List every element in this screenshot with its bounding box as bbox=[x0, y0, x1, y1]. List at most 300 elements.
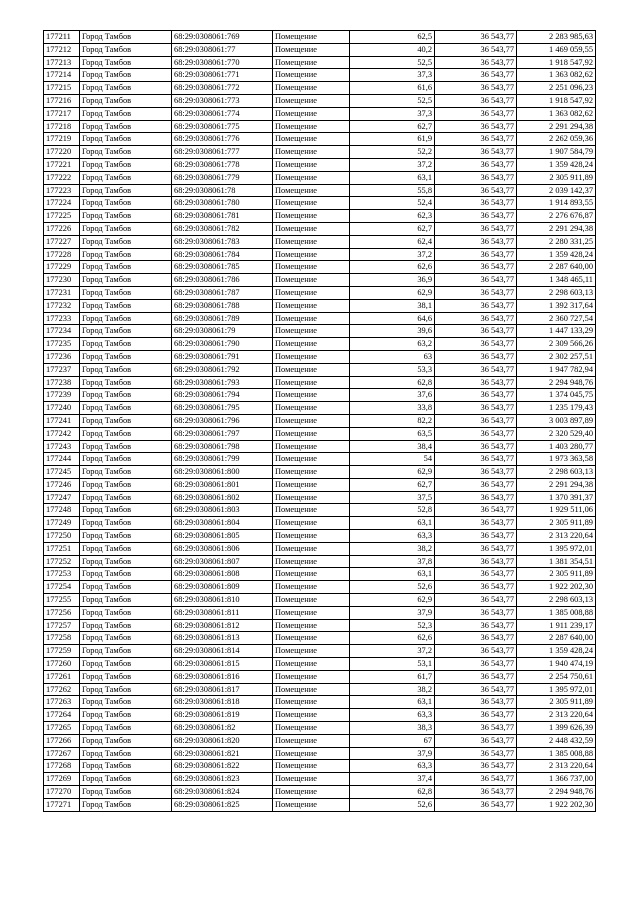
cell-unit-price: 36 543,77 bbox=[435, 146, 517, 159]
table-row bbox=[44, 120, 596, 133]
table-row bbox=[44, 747, 596, 760]
cell-object-type: Помещение bbox=[273, 645, 350, 658]
table-row bbox=[44, 491, 596, 504]
table-row bbox=[44, 299, 596, 312]
cell-city: Город Тамбов bbox=[80, 491, 172, 504]
cell-unit-price: 36 543,77 bbox=[435, 786, 517, 799]
cell-city: Город Тамбов bbox=[80, 31, 172, 44]
cell-id: 177261 bbox=[44, 670, 80, 683]
cell-object-type: Помещение bbox=[273, 414, 350, 427]
cell-city: Город Тамбов bbox=[80, 542, 172, 555]
cell-cadastral-value: 1 363 082,62 bbox=[517, 69, 596, 82]
cell-unit-price: 36 543,77 bbox=[435, 478, 517, 491]
cell-area: 33,8 bbox=[350, 402, 435, 415]
cell-cadastral-number: 68:29:0308061:781 bbox=[172, 210, 273, 223]
table-row bbox=[44, 56, 596, 69]
cell-id: 177219 bbox=[44, 133, 80, 146]
cell-object-type: Помещение bbox=[273, 312, 350, 325]
cell-cadastral-value: 1 918 547,92 bbox=[517, 56, 596, 69]
cell-area: 37,9 bbox=[350, 606, 435, 619]
cell-id: 177244 bbox=[44, 453, 80, 466]
cell-area: 62,7 bbox=[350, 478, 435, 491]
cell-id: 177264 bbox=[44, 709, 80, 722]
cell-object-type: Помещение bbox=[273, 453, 350, 466]
cell-city: Город Тамбов bbox=[80, 466, 172, 479]
cell-cadastral-value: 2 254 750,61 bbox=[517, 670, 596, 683]
cell-area: 63,3 bbox=[350, 530, 435, 543]
cell-unit-price: 36 543,77 bbox=[435, 312, 517, 325]
cell-city: Город Тамбов bbox=[80, 248, 172, 261]
cell-cadastral-number: 68:29:0308061:825 bbox=[172, 798, 273, 811]
cell-id: 177218 bbox=[44, 120, 80, 133]
cell-unit-price: 36 543,77 bbox=[435, 43, 517, 56]
cell-unit-price: 36 543,77 bbox=[435, 402, 517, 415]
cell-cadastral-value: 2 360 727,54 bbox=[517, 312, 596, 325]
cell-area: 37,4 bbox=[350, 773, 435, 786]
cell-cadastral-value: 1 911 239,17 bbox=[517, 619, 596, 632]
cell-id: 177215 bbox=[44, 82, 80, 95]
cell-id: 177252 bbox=[44, 555, 80, 568]
cell-cadastral-number: 68:29:0308061:776 bbox=[172, 133, 273, 146]
cell-id: 177246 bbox=[44, 478, 80, 491]
table-row bbox=[44, 670, 596, 683]
table-row bbox=[44, 453, 596, 466]
cell-unit-price: 36 543,77 bbox=[435, 798, 517, 811]
cell-cadastral-value: 3 003 897,89 bbox=[517, 414, 596, 427]
cell-area: 62,9 bbox=[350, 286, 435, 299]
cell-id: 177259 bbox=[44, 645, 80, 658]
cell-city: Город Тамбов bbox=[80, 94, 172, 107]
cell-cadastral-value: 1 385 008,88 bbox=[517, 606, 596, 619]
cell-cadastral-value: 2 313 220,64 bbox=[517, 530, 596, 543]
cell-object-type: Помещение bbox=[273, 133, 350, 146]
cell-area: 62,8 bbox=[350, 786, 435, 799]
cell-cadastral-value: 2 294 948,76 bbox=[517, 376, 596, 389]
cell-id: 177234 bbox=[44, 325, 80, 338]
cell-city: Город Тамбов bbox=[80, 56, 172, 69]
cell-cadastral-number: 68:29:0308061:797 bbox=[172, 427, 273, 440]
cell-cadastral-value: 2 309 566,26 bbox=[517, 338, 596, 351]
cell-cadastral-number: 68:29:0308061:785 bbox=[172, 261, 273, 274]
cell-cadastral-number: 68:29:0308061:774 bbox=[172, 107, 273, 120]
table-row bbox=[44, 94, 596, 107]
cell-city: Город Тамбов bbox=[80, 581, 172, 594]
cell-id: 177270 bbox=[44, 786, 80, 799]
cell-unit-price: 36 543,77 bbox=[435, 722, 517, 735]
cell-unit-price: 36 543,77 bbox=[435, 491, 517, 504]
cell-city: Город Тамбов bbox=[80, 670, 172, 683]
cell-cadastral-value: 2 313 220,64 bbox=[517, 709, 596, 722]
cell-cadastral-number: 68:29:0308061:803 bbox=[172, 504, 273, 517]
cell-id: 177229 bbox=[44, 261, 80, 274]
table-row bbox=[44, 389, 596, 402]
cell-unit-price: 36 543,77 bbox=[435, 325, 517, 338]
cell-object-type: Помещение bbox=[273, 542, 350, 555]
cell-city: Город Тамбов bbox=[80, 363, 172, 376]
cell-city: Город Тамбов bbox=[80, 414, 172, 427]
cell-area: 62,7 bbox=[350, 120, 435, 133]
cell-cadastral-value: 2 280 331,25 bbox=[517, 235, 596, 248]
cell-unit-price: 36 543,77 bbox=[435, 645, 517, 658]
cell-id: 177251 bbox=[44, 542, 80, 555]
cell-area: 52,6 bbox=[350, 581, 435, 594]
table-row bbox=[44, 261, 596, 274]
cell-id: 177227 bbox=[44, 235, 80, 248]
cell-city: Город Тамбов bbox=[80, 760, 172, 773]
cell-object-type: Помещение bbox=[273, 350, 350, 363]
table-body bbox=[44, 31, 596, 812]
cell-unit-price: 36 543,77 bbox=[435, 389, 517, 402]
cell-city: Город Тамбов bbox=[80, 619, 172, 632]
cell-object-type: Помещение bbox=[273, 696, 350, 709]
cell-object-type: Помещение bbox=[273, 210, 350, 223]
cell-city: Город Тамбов bbox=[80, 798, 172, 811]
cell-cadastral-number: 68:29:0308061:822 bbox=[172, 760, 273, 773]
cell-area: 63,3 bbox=[350, 760, 435, 773]
cell-cadastral-number: 68:29:0308061:798 bbox=[172, 440, 273, 453]
cell-area: 38,2 bbox=[350, 542, 435, 555]
cell-cadastral-number: 68:29:0308061:799 bbox=[172, 453, 273, 466]
table-row bbox=[44, 210, 596, 223]
cell-unit-price: 36 543,77 bbox=[435, 696, 517, 709]
cell-cadastral-number: 68:29:0308061:79 bbox=[172, 325, 273, 338]
cell-id: 177235 bbox=[44, 338, 80, 351]
cell-cadastral-value: 2 298 603,13 bbox=[517, 466, 596, 479]
cell-city: Город Тамбов bbox=[80, 171, 172, 184]
table-row bbox=[44, 427, 596, 440]
cell-object-type: Помещение bbox=[273, 440, 350, 453]
cell-unit-price: 36 543,77 bbox=[435, 210, 517, 223]
cell-area: 62,8 bbox=[350, 376, 435, 389]
cell-id: 177260 bbox=[44, 658, 80, 671]
cell-id: 177240 bbox=[44, 402, 80, 415]
cell-city: Город Тамбов bbox=[80, 210, 172, 223]
cell-cadastral-value: 2 298 603,13 bbox=[517, 594, 596, 607]
cell-cadastral-number: 68:29:0308061:790 bbox=[172, 338, 273, 351]
cell-unit-price: 36 543,77 bbox=[435, 670, 517, 683]
cell-id: 177213 bbox=[44, 56, 80, 69]
cell-city: Город Тамбов bbox=[80, 274, 172, 287]
cell-object-type: Помещение bbox=[273, 184, 350, 197]
cell-unit-price: 36 543,77 bbox=[435, 683, 517, 696]
cell-cadastral-number: 68:29:0308061:824 bbox=[172, 786, 273, 799]
cell-object-type: Помещение bbox=[273, 555, 350, 568]
cell-cadastral-value: 2 305 911,89 bbox=[517, 517, 596, 530]
cell-city: Город Тамбов bbox=[80, 606, 172, 619]
cell-object-type: Помещение bbox=[273, 376, 350, 389]
table-row bbox=[44, 517, 596, 530]
cell-cadastral-value: 2 287 640,00 bbox=[517, 261, 596, 274]
cell-city: Город Тамбов bbox=[80, 734, 172, 747]
cell-object-type: Помещение bbox=[273, 158, 350, 171]
cell-city: Город Тамбов bbox=[80, 402, 172, 415]
table-row bbox=[44, 107, 596, 120]
cell-object-type: Помещение bbox=[273, 670, 350, 683]
cell-area: 63,1 bbox=[350, 171, 435, 184]
cell-cadastral-value: 2 294 948,76 bbox=[517, 786, 596, 799]
cell-unit-price: 36 543,77 bbox=[435, 350, 517, 363]
cell-area: 63,1 bbox=[350, 696, 435, 709]
cell-id: 177242 bbox=[44, 427, 80, 440]
table-row bbox=[44, 325, 596, 338]
cell-cadastral-value: 2 291 294,38 bbox=[517, 222, 596, 235]
table-row bbox=[44, 581, 596, 594]
cell-object-type: Помещение bbox=[273, 274, 350, 287]
cell-cadastral-number: 68:29:0308061:787 bbox=[172, 286, 273, 299]
cell-object-type: Помещение bbox=[273, 43, 350, 56]
cell-id: 177226 bbox=[44, 222, 80, 235]
cell-cadastral-number: 68:29:0308061:800 bbox=[172, 466, 273, 479]
cell-city: Город Тамбов bbox=[80, 530, 172, 543]
cell-area: 61,7 bbox=[350, 670, 435, 683]
table-row bbox=[44, 440, 596, 453]
table-row bbox=[44, 82, 596, 95]
table-row bbox=[44, 414, 596, 427]
cell-object-type: Помещение bbox=[273, 171, 350, 184]
cell-id: 177228 bbox=[44, 248, 80, 261]
cell-unit-price: 36 543,77 bbox=[435, 107, 517, 120]
table-row bbox=[44, 645, 596, 658]
cell-object-type: Помещение bbox=[273, 517, 350, 530]
table-row bbox=[44, 286, 596, 299]
cell-object-type: Помещение bbox=[273, 299, 350, 312]
cell-unit-price: 36 543,77 bbox=[435, 235, 517, 248]
cell-cadastral-number: 68:29:0308061:818 bbox=[172, 696, 273, 709]
cell-object-type: Помещение bbox=[273, 197, 350, 210]
cell-cadastral-value: 2 320 529,40 bbox=[517, 427, 596, 440]
table-row bbox=[44, 658, 596, 671]
cell-area: 52,5 bbox=[350, 56, 435, 69]
cell-cadastral-value: 1 359 428,24 bbox=[517, 248, 596, 261]
cell-city: Город Тамбов bbox=[80, 158, 172, 171]
table-row bbox=[44, 69, 596, 82]
cell-object-type: Помещение bbox=[273, 235, 350, 248]
cell-area: 52,3 bbox=[350, 619, 435, 632]
cell-city: Город Тамбов bbox=[80, 120, 172, 133]
cell-id: 177255 bbox=[44, 594, 80, 607]
cell-area: 62,9 bbox=[350, 466, 435, 479]
cell-area: 63,1 bbox=[350, 517, 435, 530]
cell-cadastral-value: 1 359 428,24 bbox=[517, 158, 596, 171]
cell-object-type: Помещение bbox=[273, 222, 350, 235]
cell-object-type: Помещение bbox=[273, 248, 350, 261]
cell-cadastral-number: 68:29:0308061:780 bbox=[172, 197, 273, 210]
cell-area: 39,6 bbox=[350, 325, 435, 338]
cell-object-type: Помещение bbox=[273, 658, 350, 671]
cell-object-type: Помещение bbox=[273, 427, 350, 440]
cell-cadastral-number: 68:29:0308061:783 bbox=[172, 235, 273, 248]
cell-object-type: Помещение bbox=[273, 338, 350, 351]
cell-unit-price: 36 543,77 bbox=[435, 555, 517, 568]
cell-city: Город Тамбов bbox=[80, 427, 172, 440]
cell-object-type: Помещение bbox=[273, 402, 350, 415]
cell-cadastral-number: 68:29:0308061:784 bbox=[172, 248, 273, 261]
cell-cadastral-value: 1 395 972,01 bbox=[517, 542, 596, 555]
cell-area: 37,2 bbox=[350, 158, 435, 171]
cell-cadastral-number: 68:29:0308061:796 bbox=[172, 414, 273, 427]
cell-cadastral-number: 68:29:0308061:809 bbox=[172, 581, 273, 594]
cell-city: Город Тамбов bbox=[80, 350, 172, 363]
cell-cadastral-value: 1 385 008,88 bbox=[517, 747, 596, 760]
table-row bbox=[44, 171, 596, 184]
cell-cadastral-number: 68:29:0308061:816 bbox=[172, 670, 273, 683]
cell-object-type: Помещение bbox=[273, 363, 350, 376]
cell-unit-price: 36 543,77 bbox=[435, 158, 517, 171]
cell-area: 63,2 bbox=[350, 338, 435, 351]
cell-cadastral-value: 1 922 202,30 bbox=[517, 581, 596, 594]
cell-city: Город Тамбов bbox=[80, 786, 172, 799]
cell-city: Город Тамбов bbox=[80, 709, 172, 722]
cell-cadastral-value: 1 907 584,79 bbox=[517, 146, 596, 159]
cell-area: 52,2 bbox=[350, 146, 435, 159]
cell-id: 177230 bbox=[44, 274, 80, 287]
cell-id: 177223 bbox=[44, 184, 80, 197]
cell-object-type: Помещение bbox=[273, 31, 350, 44]
cell-unit-price: 36 543,77 bbox=[435, 299, 517, 312]
cell-cadastral-number: 68:29:0308061:819 bbox=[172, 709, 273, 722]
cell-object-type: Помещение bbox=[273, 747, 350, 760]
cell-cadastral-number: 68:29:0308061:779 bbox=[172, 171, 273, 184]
cell-id: 177217 bbox=[44, 107, 80, 120]
cell-city: Город Тамбов bbox=[80, 376, 172, 389]
cell-object-type: Помещение bbox=[273, 530, 350, 543]
cell-city: Город Тамбов bbox=[80, 773, 172, 786]
cell-unit-price: 36 543,77 bbox=[435, 56, 517, 69]
table-row bbox=[44, 594, 596, 607]
cell-object-type: Помещение bbox=[273, 594, 350, 607]
cell-area: 37,2 bbox=[350, 248, 435, 261]
cell-cadastral-number: 68:29:0308061:823 bbox=[172, 773, 273, 786]
cell-unit-price: 36 543,77 bbox=[435, 594, 517, 607]
cell-unit-price: 36 543,77 bbox=[435, 734, 517, 747]
cell-cadastral-number: 68:29:0308061:810 bbox=[172, 594, 273, 607]
cell-cadastral-value: 1 366 737,00 bbox=[517, 773, 596, 786]
cell-cadastral-value: 2 039 142,37 bbox=[517, 184, 596, 197]
cell-city: Город Тамбов bbox=[80, 440, 172, 453]
cell-cadastral-value: 2 448 432,59 bbox=[517, 734, 596, 747]
cell-object-type: Помещение bbox=[273, 683, 350, 696]
cell-id: 177243 bbox=[44, 440, 80, 453]
cell-city: Город Тамбов bbox=[80, 82, 172, 95]
cell-id: 177216 bbox=[44, 94, 80, 107]
table-row bbox=[44, 555, 596, 568]
cell-id: 177222 bbox=[44, 171, 80, 184]
cell-object-type: Помещение bbox=[273, 619, 350, 632]
cell-unit-price: 36 543,77 bbox=[435, 658, 517, 671]
cell-city: Город Тамбов bbox=[80, 197, 172, 210]
cell-area: 63,1 bbox=[350, 568, 435, 581]
cell-unit-price: 36 543,77 bbox=[435, 453, 517, 466]
cell-city: Город Тамбов bbox=[80, 632, 172, 645]
cell-object-type: Помещение bbox=[273, 734, 350, 747]
cell-cadastral-value: 2 287 640,00 bbox=[517, 632, 596, 645]
cell-cadastral-number: 68:29:0308061:782 bbox=[172, 222, 273, 235]
table-row bbox=[44, 312, 596, 325]
table-row bbox=[44, 158, 596, 171]
cell-city: Город Тамбов bbox=[80, 299, 172, 312]
cell-id: 177239 bbox=[44, 389, 80, 402]
cell-area: 53,3 bbox=[350, 363, 435, 376]
table-row bbox=[44, 363, 596, 376]
cell-cadastral-value: 1 947 782,94 bbox=[517, 363, 596, 376]
cell-id: 177267 bbox=[44, 747, 80, 760]
cell-unit-price: 36 543,77 bbox=[435, 440, 517, 453]
cell-unit-price: 36 543,77 bbox=[435, 69, 517, 82]
cell-cadastral-value: 2 305 911,89 bbox=[517, 171, 596, 184]
cell-id: 177253 bbox=[44, 568, 80, 581]
cell-object-type: Помещение bbox=[273, 606, 350, 619]
cell-area: 62,7 bbox=[350, 222, 435, 235]
table-row bbox=[44, 133, 596, 146]
cell-cadastral-number: 68:29:0308061:807 bbox=[172, 555, 273, 568]
cell-cadastral-number: 68:29:0308061:820 bbox=[172, 734, 273, 747]
cell-id: 177241 bbox=[44, 414, 80, 427]
cell-unit-price: 36 543,77 bbox=[435, 171, 517, 184]
cell-unit-price: 36 543,77 bbox=[435, 606, 517, 619]
cell-city: Город Тамбов bbox=[80, 69, 172, 82]
cell-cadastral-number: 68:29:0308061:789 bbox=[172, 312, 273, 325]
table-row bbox=[44, 184, 596, 197]
cell-cadastral-number: 68:29:0308061:770 bbox=[172, 56, 273, 69]
cell-object-type: Помещение bbox=[273, 389, 350, 402]
cell-unit-price: 36 543,77 bbox=[435, 286, 517, 299]
cell-unit-price: 36 543,77 bbox=[435, 376, 517, 389]
cell-cadastral-value: 2 283 985,63 bbox=[517, 31, 596, 44]
cell-cadastral-value: 2 305 911,89 bbox=[517, 696, 596, 709]
table-row bbox=[44, 235, 596, 248]
cell-object-type: Помещение bbox=[273, 120, 350, 133]
cell-area: 37,3 bbox=[350, 69, 435, 82]
cell-object-type: Помещение bbox=[273, 773, 350, 786]
cell-id: 177248 bbox=[44, 504, 80, 517]
cell-object-type: Помещение bbox=[273, 491, 350, 504]
table-row bbox=[44, 402, 596, 415]
cell-object-type: Помещение bbox=[273, 56, 350, 69]
table-row bbox=[44, 146, 596, 159]
cell-object-type: Помещение bbox=[273, 632, 350, 645]
cell-id: 177254 bbox=[44, 581, 80, 594]
cell-id: 177233 bbox=[44, 312, 80, 325]
cell-cadastral-number: 68:29:0308061:795 bbox=[172, 402, 273, 415]
cell-unit-price: 36 543,77 bbox=[435, 338, 517, 351]
cell-area: 67 bbox=[350, 734, 435, 747]
cell-area: 61,6 bbox=[350, 82, 435, 95]
cell-unit-price: 36 543,77 bbox=[435, 120, 517, 133]
cell-area: 38,3 bbox=[350, 722, 435, 735]
cell-city: Город Тамбов bbox=[80, 478, 172, 491]
table-row bbox=[44, 248, 596, 261]
cell-cadastral-number: 68:29:0308061:777 bbox=[172, 146, 273, 159]
cell-area: 62,3 bbox=[350, 210, 435, 223]
table-row bbox=[44, 773, 596, 786]
cell-city: Город Тамбов bbox=[80, 453, 172, 466]
cell-id: 177250 bbox=[44, 530, 80, 543]
cell-city: Город Тамбов bbox=[80, 338, 172, 351]
cell-cadastral-number: 68:29:0308061:786 bbox=[172, 274, 273, 287]
cell-object-type: Помещение bbox=[273, 581, 350, 594]
cell-unit-price: 36 543,77 bbox=[435, 274, 517, 287]
cell-area: 37,2 bbox=[350, 645, 435, 658]
cell-cadastral-value: 1 374 045,75 bbox=[517, 389, 596, 402]
cell-id: 177265 bbox=[44, 722, 80, 735]
cell-cadastral-value: 1 447 133,29 bbox=[517, 325, 596, 338]
cell-area: 62,5 bbox=[350, 31, 435, 44]
cell-cadastral-number: 68:29:0308061:791 bbox=[172, 350, 273, 363]
cell-id: 177247 bbox=[44, 491, 80, 504]
cell-unit-price: 36 543,77 bbox=[435, 94, 517, 107]
table-row bbox=[44, 478, 596, 491]
cell-unit-price: 36 543,77 bbox=[435, 632, 517, 645]
